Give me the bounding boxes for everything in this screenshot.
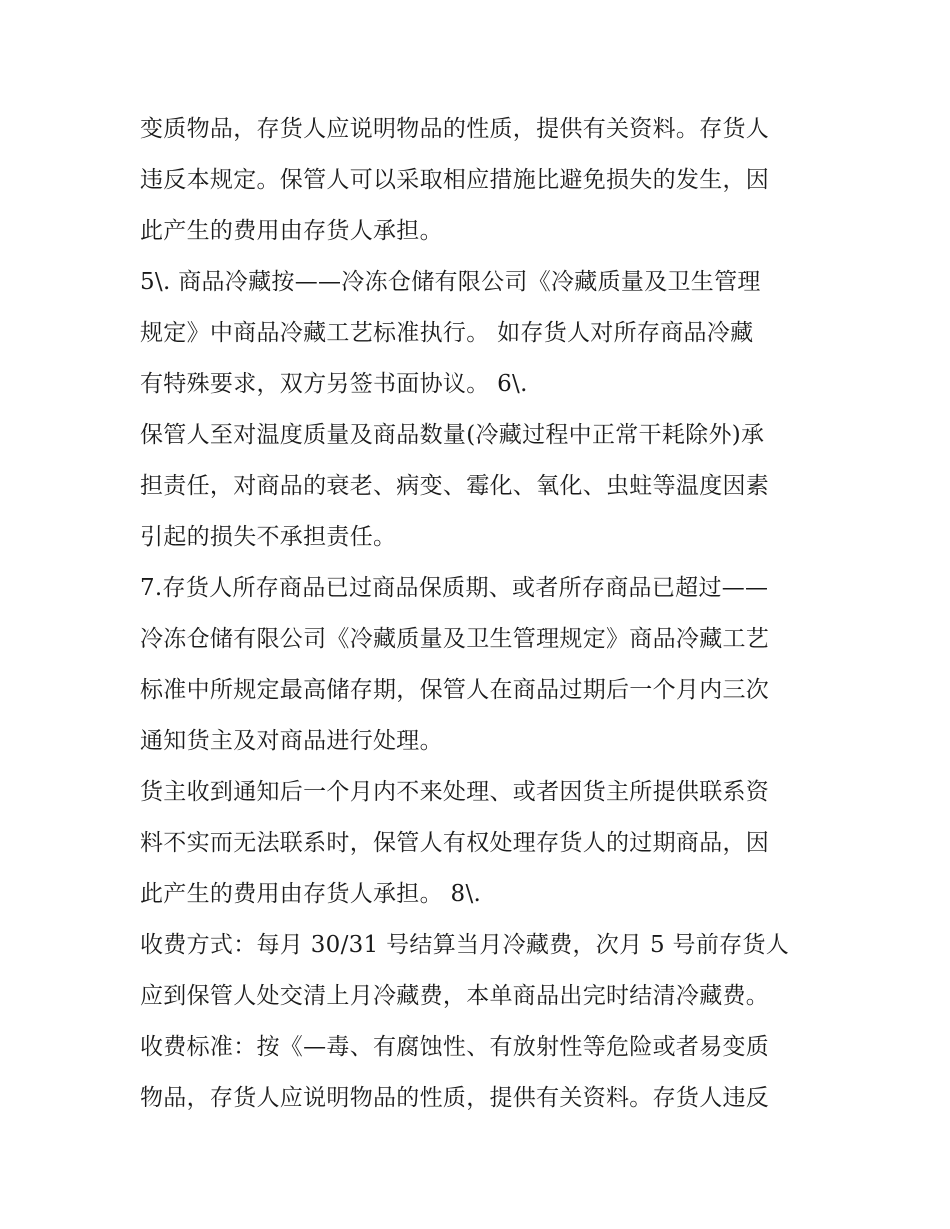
text-line: 此产生的费用由存货人承担。 8\. xyxy=(140,881,482,907)
text-line: 货主收到通知后一个月内不来处理、或者因货主所提供联系资 xyxy=(140,779,770,805)
text-line: 标准中所规定最高储存期，保管人在商品过期后一个月内三次 xyxy=(140,677,770,703)
text-line: 引起的损失不承担责任。 xyxy=(140,524,397,550)
text-line: 规定》中商品冷藏工艺标准执行。 如存货人对所存商品冷藏 xyxy=(140,320,754,346)
text-line: 冷冻仓储有限公司《冷藏质量及卫生管理规定》商品冷藏工艺 xyxy=(140,626,770,652)
text-line: 通知货主及对商品进行处理。 xyxy=(140,728,443,754)
text-line: 收费方式：每月 30/31 号结算当月冷藏费，次月 5 号前存货人 xyxy=(140,932,790,958)
text-line: 物品，存货人应说明物品的性质，提供有关资料。存货人违反 xyxy=(140,1085,770,1111)
text-line: 担责任，对商品的衰老、病变、霉化、氧化、虫蛀等温度因素 xyxy=(140,473,770,499)
text-line: 收费标准：按《—毒、有腐蚀性、有放射性等危险或者易变质 xyxy=(140,1034,770,1060)
text-line: 料不实而无法联系时，保管人有权处理存货人的过期商品，因 xyxy=(140,830,770,856)
text-line: 此产生的费用由存货人承担。 xyxy=(140,218,443,244)
text-line: 违反本规定。保管人可以采取相应措施比避免损失的发生，因 xyxy=(140,167,770,193)
text-line: 应到保管人处交清上月冷藏费，本单商品出完时结清冷藏费。 xyxy=(140,983,770,1009)
text-line: 有特殊要求，双方另签书面协议。 6\. xyxy=(140,371,528,397)
text-line: 保管人至对温度质量及商品数量(冷藏过程中正常干耗除外)承 xyxy=(140,422,765,448)
document-body xyxy=(140,104,820,1124)
text-line: 变质物品，存货人应说明物品的性质，提供有关资料。存货人 xyxy=(140,116,770,142)
text-line: 5\. 商品冷藏按——冷冻仓储有限公司《冷藏质量及卫生管理 xyxy=(140,269,761,295)
text-line: 7.存货人所存商品已过商品保质期、或者所存商品已超过—— xyxy=(140,575,769,601)
